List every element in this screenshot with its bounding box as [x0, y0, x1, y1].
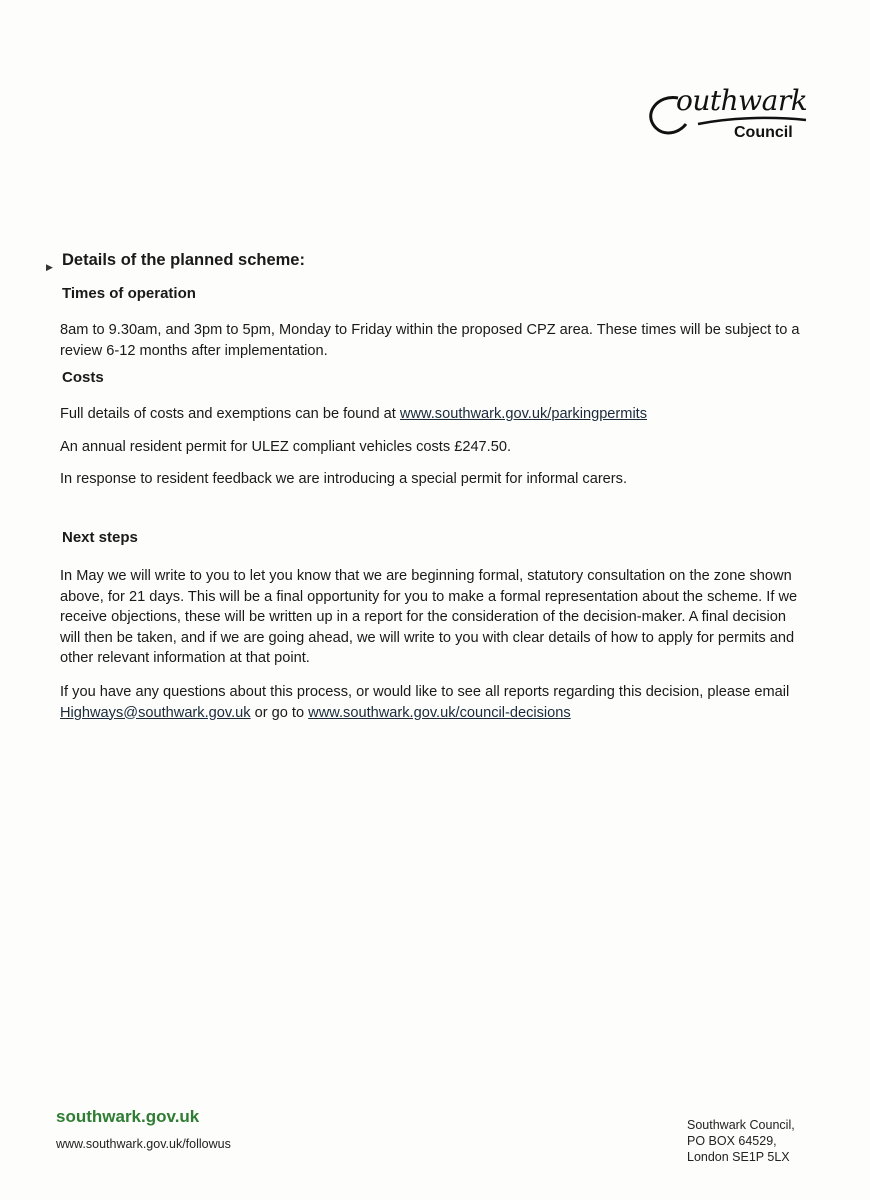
next-steps-para-2	[60, 682, 800, 723]
address-line: London SE1P 5LX	[687, 1150, 790, 1164]
footer-address	[687, 1117, 795, 1165]
bullet-icon: ▶	[46, 262, 53, 272]
southwark-council-logo	[630, 78, 810, 148]
times-text: 8am to 9.30am, and 3pm to 5pm, Monday to Friday within the proposed CPZ area. These times will be subject to a review 6-12 months after implementation.	[60, 322, 800, 359]
next-steps-para-1: In May we will write to you to let you know that we are beginning formal, statutory consultation on the zone shown above, for 21 days. This will be a final opportunity for you to make a formal representation about the scheme. If we receive objections, these will be written up in a report for the consideration of the decision-maker. A final decision will then be taken, and if we are going ahead, we will write to you with clear details of how to apply for permits and other relevant information at that point.	[60, 568, 798, 666]
council-decisions-link[interactable]: www.southwark.gov.uk/council-decisions	[308, 704, 571, 721]
costs-heading: Costs	[62, 369, 104, 386]
section-title: Details of the planned scheme:	[62, 251, 305, 269]
costs-line-1	[60, 404, 800, 425]
costs-line-3: In response to resident feedback we are introducing a special permit for informal carers.	[60, 471, 628, 487]
address-line: PO BOX 64529,	[687, 1134, 777, 1148]
costs-line-1-text: Full details of costs and exemptions can be found at	[60, 406, 400, 422]
logo-script-text: outhwark	[676, 84, 808, 117]
logo-council-label: Council	[734, 124, 793, 141]
highways-email-link[interactable]: Highways@southwark.gov.uk	[60, 704, 251, 721]
footer-brand: southwark.gov.uk	[56, 1107, 200, 1126]
address-line: Southwark Council,	[687, 1118, 795, 1132]
next-steps-heading: Next steps	[62, 529, 138, 546]
para-2-middle: or go to	[250, 704, 309, 721]
footer-follow-link[interactable]: www.southwark.gov.uk/followus	[56, 1137, 231, 1151]
para-2-prefix: If you have any questions about this process, or would like to see all reports regarding this decision, please email	[60, 684, 790, 700]
costs-line-2: An annual resident permit for ULEZ compliant vehicles costs £247.50.	[60, 439, 512, 455]
times-heading: Times of operation	[62, 285, 196, 302]
parking-permits-link[interactable]: www.southwark.gov.uk/parkingpermits	[399, 406, 648, 422]
